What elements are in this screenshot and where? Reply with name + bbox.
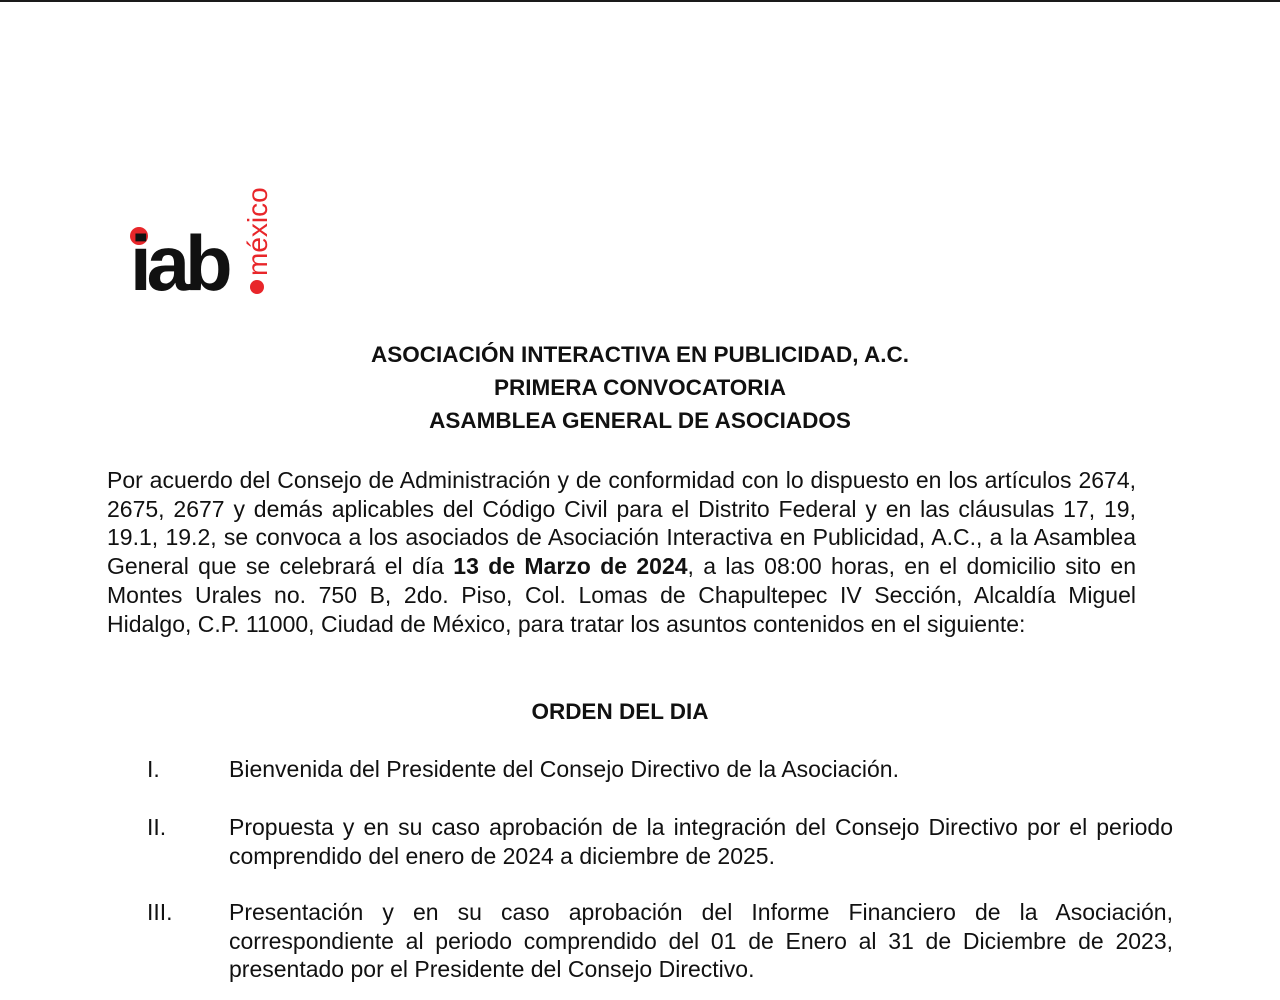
top-border-line — [0, 0, 1280, 2]
logo-wordmark: iab — [130, 219, 228, 298]
paragraph-text-start: Por acuerdo del Consejo de Administración y de conformidad con lo dispuesto en los artículos 2674, 2675, 2677 y demás aplicables del Código Civil para el Distrito Federal y en las cláusulas 17, 19, 19.1, 19.2, se convoca a los asociados de Asociación Interactiva en Publicidad, A.C., a la Asamblea General que se celebrará el día — [107, 467, 1136, 580]
agenda-item-numeral: II. — [147, 814, 167, 840]
logo-country-text: méxico — [242, 187, 273, 276]
agenda-item-numeral: III. — [147, 899, 173, 925]
agenda-title: ORDEN DEL DIA — [531, 699, 709, 724]
agenda-item-text: Propuesta y en su caso aprobación de la integración del Consejo Directivo por el periodo comprendido del enero de 2024 a diciembre de 2025. — [229, 814, 1173, 869]
logo-country-dot — [250, 280, 264, 294]
agenda-item-numeral: I. — [147, 756, 160, 782]
association-name-heading: ASOCIACIÓN INTERACTIVA EN PUBLICIDAD, A.C. — [371, 342, 909, 367]
agenda-item-text: Presentación y en su caso aprobación del Informe Financiero de la Asociación, correspondiente al periodo comprendido del 01 de Enero al 31 de Diciembre de 2023, presentado por el Presidente del Consejo Directivo. — [229, 899, 1173, 983]
assembly-heading: ASAMBLEA GENERAL DE ASOCIADOS — [429, 408, 851, 433]
agenda-item-text: Bienvenida del Presidente del Consejo Directivo de la Asociación. — [229, 756, 899, 782]
convocation-heading: PRIMERA CONVOCATORIA — [493, 375, 787, 400]
assembly-date: 13 de Marzo de 2024 — [453, 553, 688, 580]
convocation-paragraph — [107, 466, 1136, 638]
iab-mexico-logo — [128, 168, 278, 298]
paragraph-text-end: , a las 08:00 horas, en el domicilio sito en Montes Urales no. 750 B, 2do. Piso, Col. Lomas de Chapultepec IV Sección, Alcaldía Miguel Hidalgo, C.P. 11000, Ciudad de México, para tratar los asuntos contenidos en el siguiente: — [107, 553, 1137, 637]
